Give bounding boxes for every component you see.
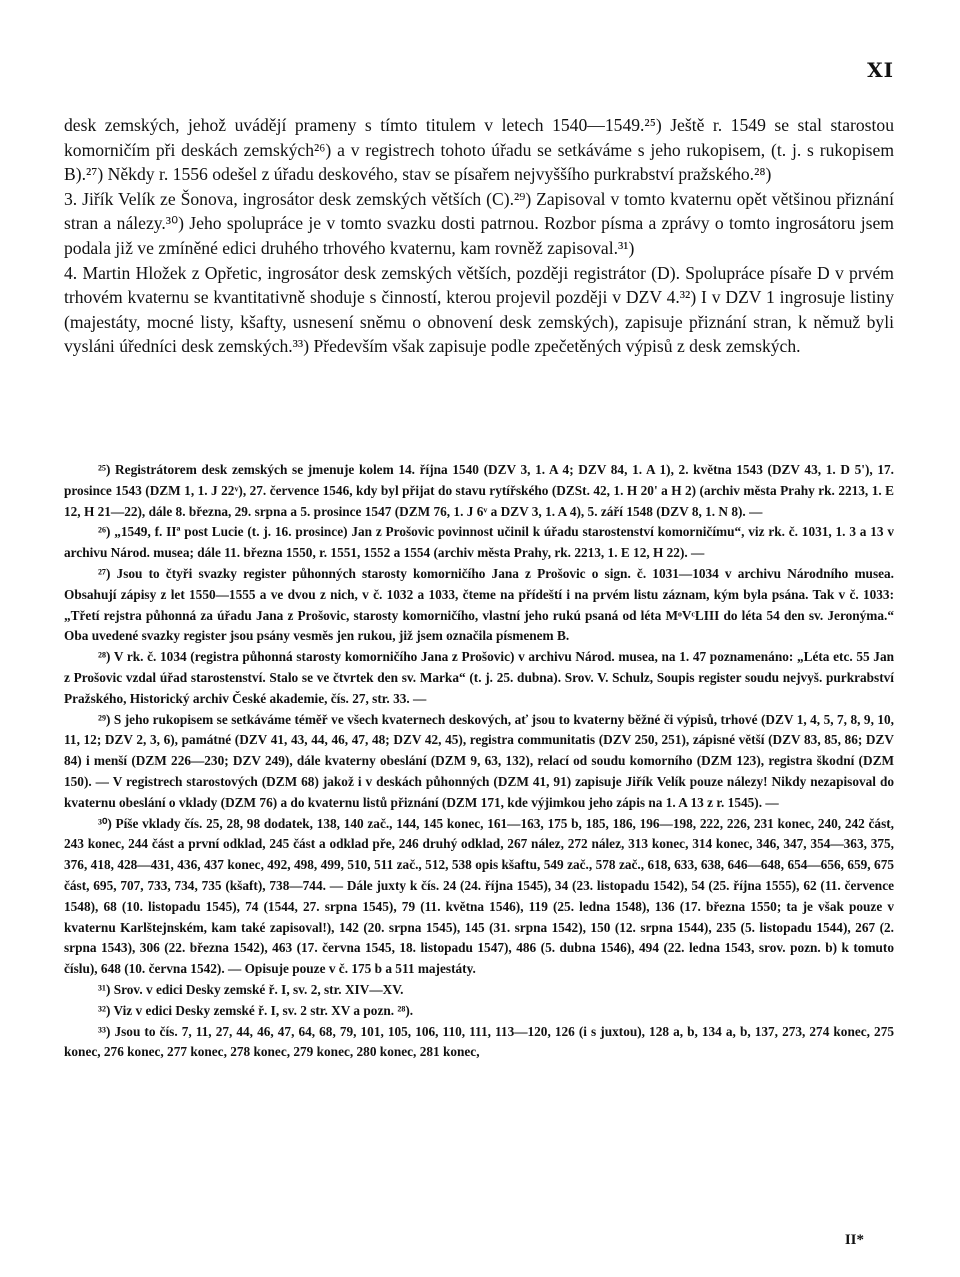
printer-signature: II*	[844, 1232, 864, 1248]
footnote: ³¹) Srov. v edici Desky zemské ř. I, sv. 2, str. XIV—XV.	[98, 981, 404, 997]
footnote: ²⁸) V rk. č. 1034 (registra půhonná starosty komorničího Jana z Prošovic) v archivu Národ. musea, na 1. 47 poznamenáno: „Léta etc. 55 Jan z Prošovic vzdal úřad starostenství. Stalo se ve čtvrtek den sv. Marka“ (t. j. 25. dubna). Srov. V. Schulz, Soupis register soudu nejvyš. purkrabství Pražského, Historický archiv České akademie, čís. 27, str. 33. —	[64, 649, 894, 706]
body-paragraph: 4. Martin Hložek z Opřetic, ingrosátor desk zemských větších, později registrátor (D). Spolupráce písaře D v prvém trhovém kvaternu se kvantitativně shoduje s činností, kterou projevil později v DZV 4.³²) I v DZV 1 ingrosuje listiny (majestáty, mocné listy, kšafty, usnesení sněmu o obnovení desk zemských), zapisuje přiznání stran, k němuž byli vysláni úředníci desk zemských.³³) Především však zapisuje podle zpečetěných výpisů z desk zemských.	[64, 262, 894, 357]
footnotes	[64, 460, 894, 1063]
footnote: ²⁷) Jsou to čtyři svazky register půhonných starosty komorničího Jana z Prošovic o sign. č. 1031—1034 v archivu Národního musea. Obsahují zápisy z let 1550—1555 a ve dvou z nich, v č. 1032 a 1033, čteme na přídeští i na prvém listu záznam, kým byla psána. Tak v č. 1033: „Třetí rejstra půhonná za úřadu Jana z Prošovic, starosty komorničího, vlastní jeho rukú psaná od léta MᵒVᶜLIII do léta 54 den sv. Jeronýma.“ Oba uvedené svazky register jsou psány vesměs jen rukou, již jsem označila písmenem B.	[64, 565, 894, 644]
footnote: ³²) Viz v edici Desky zemské ř. I, sv. 2 str. XV a pozn. ²⁸).	[98, 1002, 414, 1018]
body-paragraph: desk zemských, jehož uvádějí prameny s tímto titulem v letech 1540—1549.²⁵) Ještě r. 1549 se stal starostou komorničím při deskách zemských²⁶) a v registrech tohoto úřadu se setkáváme s jeho rukopisem, (t. j. s rukopisem B).²⁷) Někdy r. 1556 odešel z úřadu deskového, stav se písařem nejvyššího purkrabství pražského.²⁸)	[64, 115, 894, 185]
footnote: ²⁶) „1549, f. IIª post Lucie (t. j. 16. prosince) Jan z Prošovic povinnost učinil k úřadu starostenství komorničímu“, viz rk. č. 1031, 1. 3 a 13 v archivu Národ. musea; dále 11. března 1550, r. 1551, 1552 a 1554 (archiv města Prahy, rk. 2213, 1. E 12, H 22). —	[64, 524, 894, 561]
footnote: ³⁰) Píše vklady čís. 25, 28, 98 dodatek, 138, 140 zač., 144, 145 konec, 161—163, 175 b, 185, 186, 196—198, 222, 226, 231 konec, 240, 242 část, 243 konec, 244 část a první odklad, 245 část a odklad pře, 246 druhý odklad, 267 nález, 272 nález, 313 konec, 314 konec, 346, 347, 354—363, 375, 376, 418, 428—431, 436, 437 konec, 492, 498, 499, 510, 511 zač., 512, 538 opis kšaftu, 549 zač., 578 zač., 618, 633, 638, 646—648, 654—656, 659, 675 část, 695, 707, 733, 734, 735 (kšaft), 738—744. — Dále juxty k čís. 24 (24. října 1545), 34 (23. listopadu 1542), 54 (25. října 1555), 62 (11. července 1548), 68 (10. listopadu 1545), 74 (1544, 27. srpna 1545), 79 (11. května 1546), 119 (25. ledna 1548), 136 (17. března 1550; ta je však pouze v kvaternu Karlštejnském, kam také zapisoval!), 142 (20. srpna 1545), 145 (31. srpna 1542), 150 (12. srpna 1544), 235 (5. listopadu 1544), 267 (2. srpna 1543), 306 (22. března 1542), 463 (17. června 1545, 18. listopadu 1547), 486 (5. dubna 1546), 494 (22. ledna 1543, srov. pozn. b) k tomuto číslu), 648 (10. června 1542). — Opisuje pouze v č. 175 b a 511 majestáty.	[64, 815, 894, 977]
body-paragraph: 3. Jiřík Velík ze Šonova, ingrosátor desk zemských větších (C).²⁹) Zapisoval v tomto kvaternu opět většinou přiznání stran a nálezy.³⁰) Jeho spolupráce je v tomto svazku dosti patrnou. Rozbor písma a zprávy o tomto ingrosátoru jsem podala již ve zmíněné edici druhého trhového kvaternu, kam rovněž zapisoval.³¹)	[64, 188, 894, 258]
footnote: ²⁹) S jeho rukopisem se setkáváme téměř ve všech kvaternech deskových, ať jsou to kvaterny běžné či výpisů, trhové (DZV 1, 4, 5, 7, 8, 9, 10, 11, 12; DZV 2, 3, 6), památné (DZV 41, 43, 44, 46, 47, 48; DZV 42, 45), registra communitatis (DZV 250, 251), zápisné větší (DZV 83, 85, 86; DZV 84) i menší (DZM 226—230; DZV 249), dále kvaterny obeslání (DZM 9, 63, 132), relací od soudu komorního (DZM 123), registra škodní (DZM 150). — V registrech starostových (DZM 68) jakož i v deskách půhonných (DZM 41, 91) zapisuje Jiřík Velík pouze nálezy! Nikdy nezapisoval do kvaternu obeslání o vklady (DZM 76) a do kvaternu listů přiznání (DZM 171, kde výjimkou jeho zápis na 1. A 13 z r. 1545). —	[64, 711, 894, 810]
footnote: ³³) Jsou to čís. 7, 11, 27, 44, 46, 47, 64, 68, 79, 101, 105, 106, 110, 111, 113—120, 126 (i s juxtou), 128 a, b, 134 a, b, 137, 273, 274 konec, 275 konec, 276 konec, 277 konec, 278 konec, 279 konec, 280 konec, 281 konec,	[64, 1023, 894, 1060]
page-folio: XI	[867, 58, 894, 82]
main-text	[64, 113, 894, 359]
footnote: ²⁵) Registrátorem desk zemských se jmenuje kolem 14. října 1540 (DZV 3, 1. A 4; DZV 84, 1. A 1), 2. května 1543 (DZV 43, 1. D 5'), 17. prosince 1543 (DZM 1, 1. J 22ᵛ), 27. července 1546, kdy byl přijat do stavu rytířského (DZSt. 42, 1. H 20' a H 2) (archiv města Prahy rk. 2213, 1. E 12, H 21—22), dále 8. března, 29. srpna a 5. prosince 1547 (DZM 76, 1. J 6ᵛ a DZV 3, 1. A 4), 5. září 1548 (DZV 8, 1. N 8). —	[64, 462, 894, 519]
